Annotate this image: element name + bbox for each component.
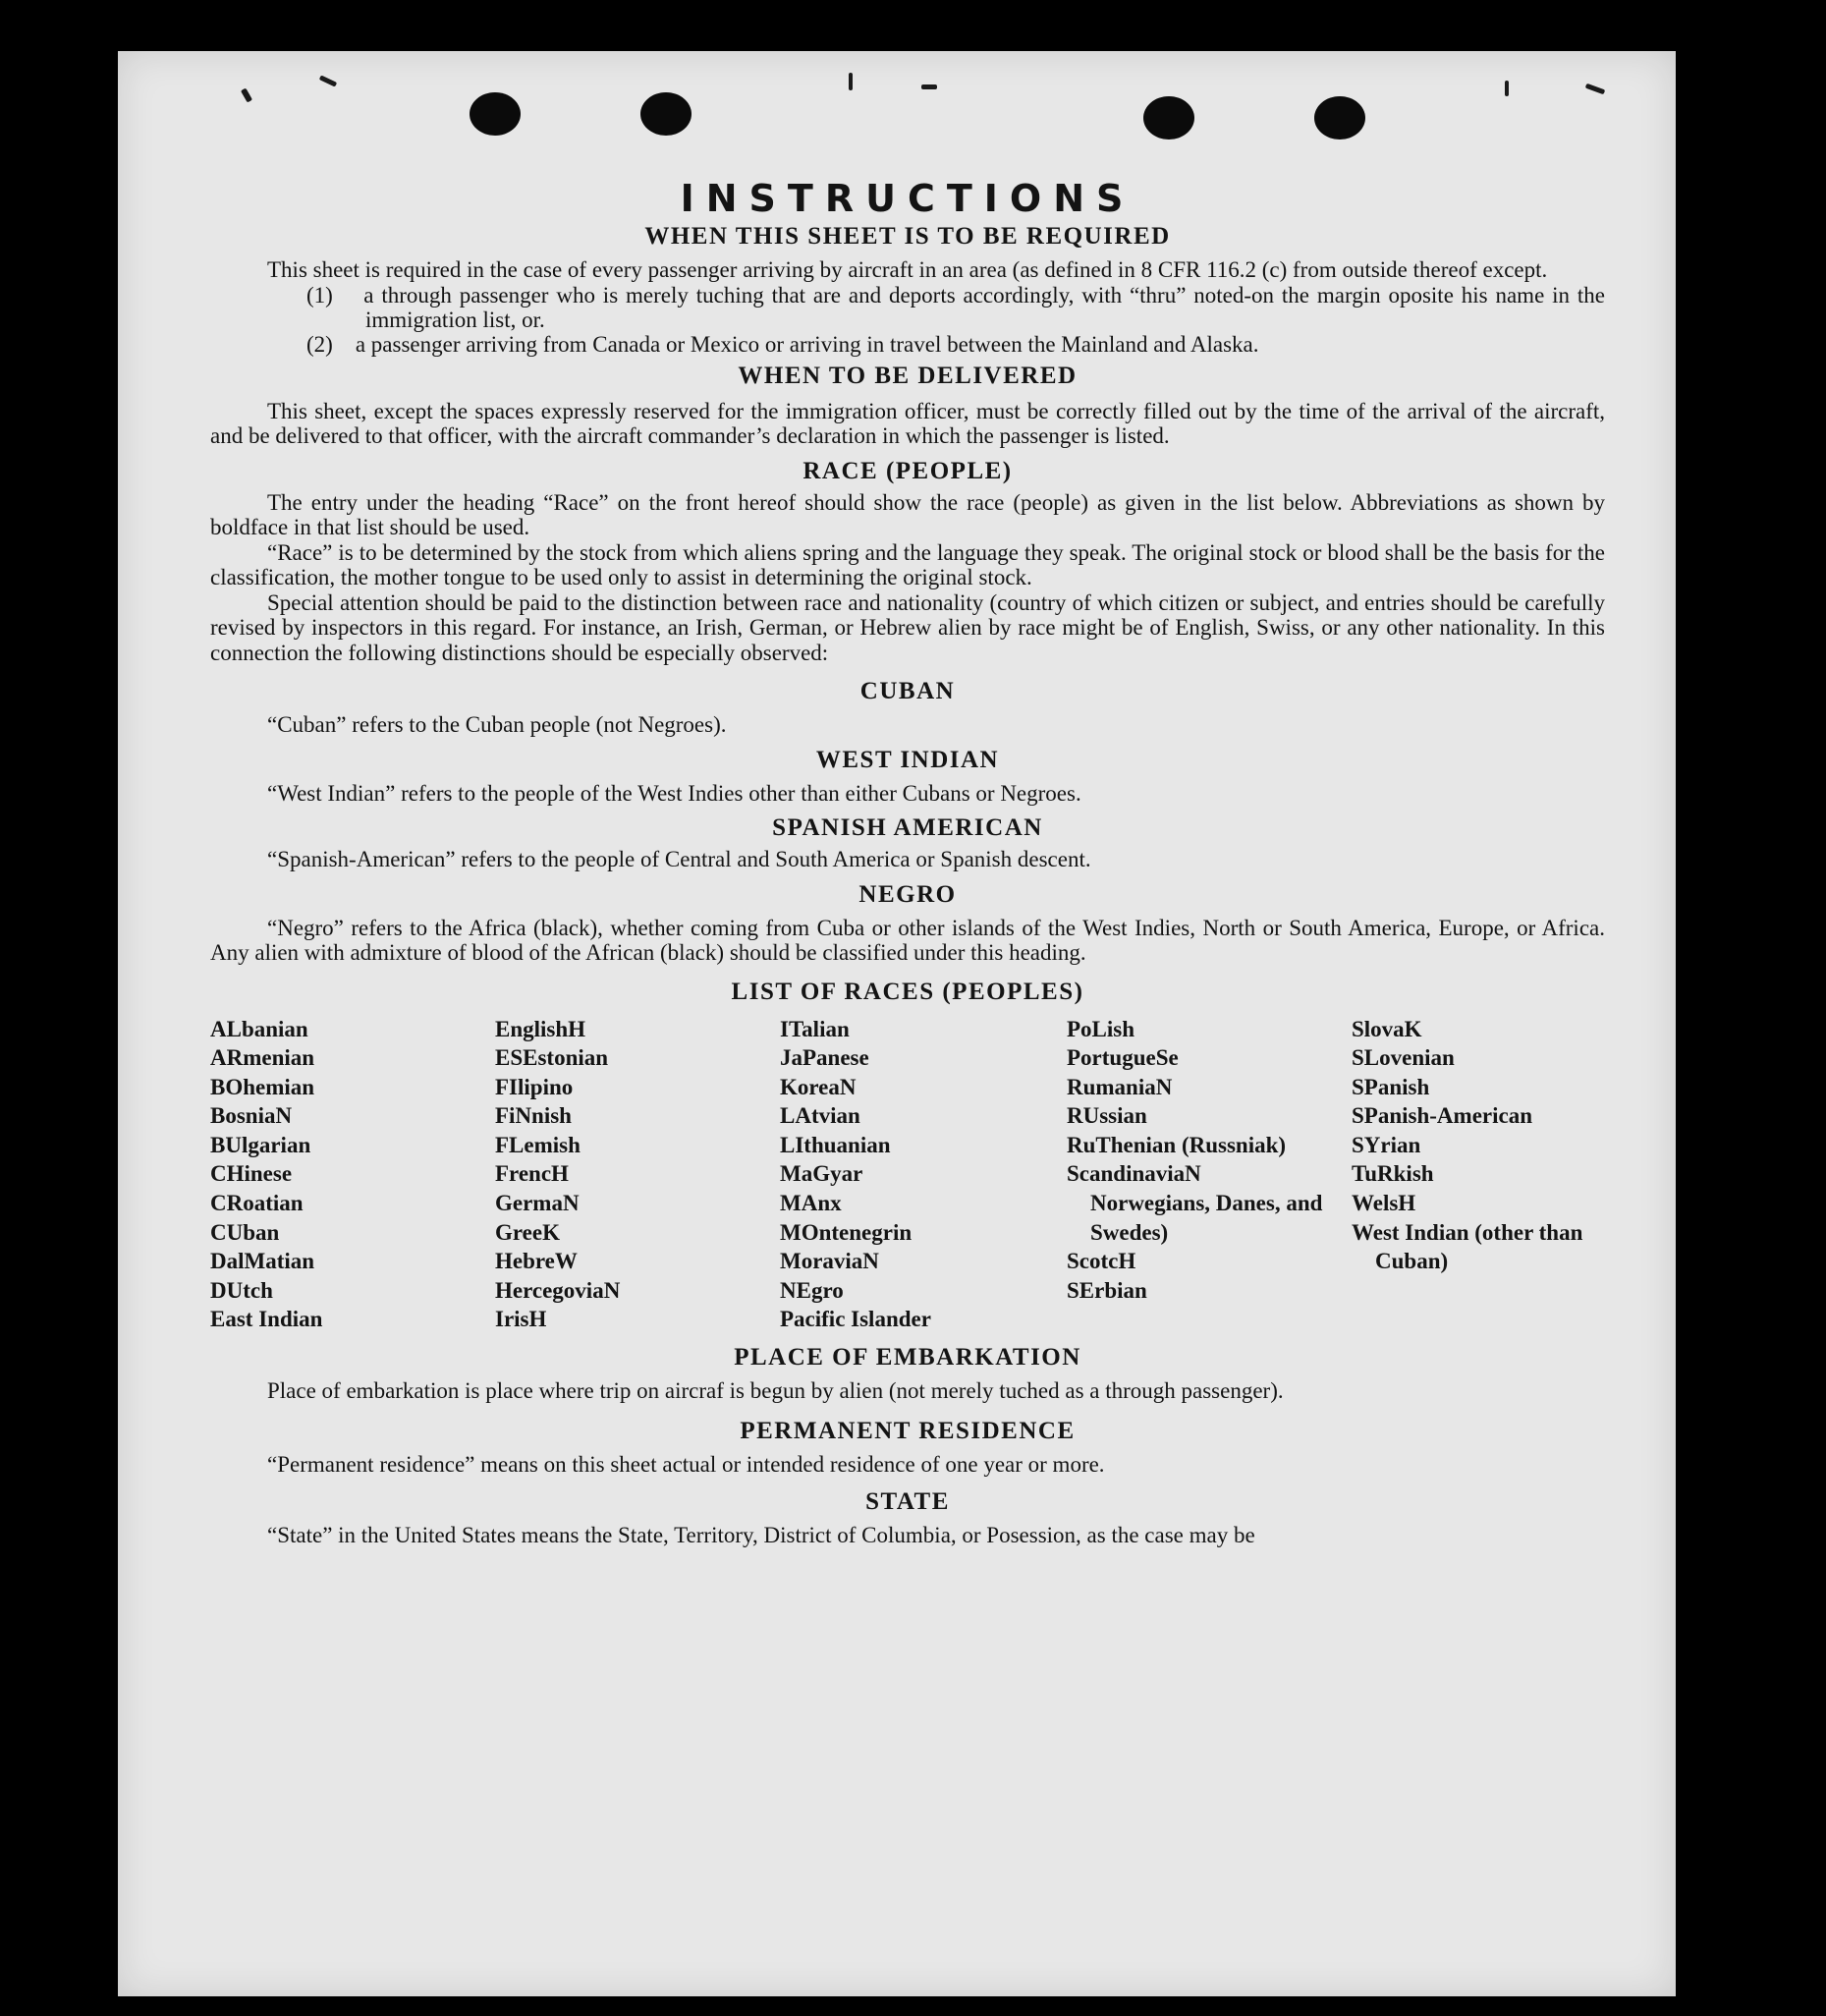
section-heading-negro: NEGRO (858, 880, 957, 908)
race-entry: RUssian (1067, 1103, 1147, 1129)
race-list (210, 1015, 1605, 1341)
race-column (210, 1015, 485, 1335)
binding-mark (1585, 84, 1606, 95)
race-entry: ESEstonian (495, 1045, 609, 1071)
race-entry: GermaN (495, 1191, 580, 1216)
race-entry: ITalian (780, 1016, 850, 1041)
race-entry: CUban (210, 1219, 280, 1245)
race-entry: SLovenian (1352, 1045, 1455, 1071)
west-indian-text: “West Indian” refers to the people of the West Indies other than either Cubans or Negroes. (267, 780, 1081, 806)
race-entry: DUtch (210, 1277, 273, 1303)
race-entry: East Indian (210, 1307, 323, 1332)
race-entry: SErbian (1067, 1277, 1147, 1303)
page-title: INSTRUCTIONS (680, 177, 1135, 220)
race-column (780, 1015, 1055, 1335)
spanish-american-text: “Spanish-American” refers to the people of Central and South America or Spanish descent. (267, 847, 1091, 871)
race-entry: PoLish (1067, 1016, 1135, 1041)
race-entry: ALbanian (210, 1016, 308, 1041)
race-entry: SlovaK (1352, 1016, 1422, 1041)
punch-hole (640, 92, 692, 136)
race-entry: ScandinaviaN Norwegians, Danes, and Swedes) (1067, 1161, 1323, 1245)
race-entry: MOntenegrin (780, 1219, 913, 1245)
when-required-intro: This sheet is required in the case of every passenger arriving by aircraft in an area (as defined in 8 CFR 116.2 (c) from outside thereof except. (267, 257, 1548, 282)
document-page (118, 51, 1676, 1996)
race-entry: SPanish (1352, 1074, 1430, 1099)
section-heading-list-of-races: LIST OF RACES (PEOPLES) (731, 978, 1084, 1005)
race-entry: DalMatian (210, 1249, 315, 1274)
race-entry: FrencH (495, 1161, 569, 1187)
race-entry: CHinese (210, 1161, 293, 1187)
permanent-residence-text: “Permanent residence” means on this sheet actual or intended residence of one year or more. (267, 1452, 1105, 1477)
instructions-body (210, 177, 1605, 1547)
binding-mark (849, 73, 853, 90)
race-entry: BOhemian (210, 1074, 315, 1099)
when-delivered-text: This sheet, except the spaces expressly reserved for the immigration officer, must be correctly filled out by the time of the arrival of the aircraft, and be delivered to that officer, with the aircraft commander’s declaration in which the passenger is listed. (210, 398, 1605, 448)
race-entry: ARmenian (210, 1045, 315, 1071)
exception-item: (1) a through passenger who is merely tuching that are and deports accordingly, with “thru” noted-on the margin oposite his name in the immigration list, or. (306, 282, 1606, 332)
race-entry: FIlipino (495, 1074, 574, 1099)
race-entry: KoreaN (780, 1074, 857, 1099)
punch-hole (470, 92, 521, 136)
race-entry: WelsH (1352, 1191, 1416, 1216)
race-entry: MoraviaN (780, 1249, 879, 1274)
race-entry: GreeK (495, 1219, 560, 1245)
negro-text: “Negro” refers to the Africa (black), whether coming from Cuba or other islands of the West Indies, North or South America, Europe, or Africa. Any alien with admixture of blood of the African (black) should be classified under this heading. (210, 915, 1605, 965)
embarkation-text: Place of embarkation is place where trip on aircraf is begun by alien (not merely tuched as a through passenger). (267, 1377, 1284, 1403)
race-entry: SPanish-American (1352, 1103, 1532, 1129)
section-heading-permanent-residence: PERMANENT RESIDENCE (740, 1418, 1076, 1444)
section-heading-west-indian: WEST INDIAN (815, 746, 1000, 773)
race-entry: LIthuanian (780, 1132, 891, 1157)
race-entry: BUlgarian (210, 1132, 311, 1157)
race-entry: CRoatian (210, 1191, 304, 1216)
binding-mark (1505, 81, 1509, 96)
binding-mark (921, 84, 937, 89)
race-entry: HercegoviaN (495, 1277, 621, 1303)
race-paragraph: Special attention should be paid to the distinction between race and nationality (country of which citizen or subject, and entries should be carefully revised by inspectors in this regard. For instance, an Irish, German, or Hebrew alien by race might be of English, Swiss, or any other nationality. In this connection the following distinctions should be especially observed: (210, 589, 1605, 665)
race-entry: JaPanese (780, 1045, 869, 1071)
binding-mark (241, 87, 252, 102)
race-entry: HebreW (495, 1249, 578, 1274)
race-entry: NEgro (780, 1277, 844, 1303)
section-heading-when-delivered: WHEN TO BE DELIVERED (738, 362, 1078, 389)
race-entry: MaGyar (780, 1161, 863, 1187)
punch-hole (1143, 96, 1194, 140)
race-entry: BosniaN (210, 1103, 293, 1129)
race-entry: SYrian (1352, 1132, 1421, 1157)
section-heading-cuban: CUBAN (859, 678, 956, 704)
race-entry: ScotcH (1067, 1249, 1136, 1274)
exception-item: (2) a passenger arriving from Canada or Mexico or arriving in travel between the Mainland and Alaska. (306, 331, 1259, 357)
section-heading-race: RACE (PEOPLE) (802, 457, 1013, 484)
race-entry: LAtvian (780, 1103, 860, 1129)
race-entry: RumaniaN (1067, 1074, 1173, 1099)
race-column (495, 1015, 770, 1335)
race-entry: EnglishH (495, 1016, 586, 1041)
section-heading-embarkation: PLACE OF EMBARKATION (734, 1343, 1081, 1371)
race-column (1067, 1015, 1324, 1306)
race-entry: FiNnish (495, 1103, 572, 1129)
section-heading-when-required: WHEN THIS SHEET IS TO BE REQUIRED (644, 223, 1171, 250)
race-entry: MAnx (780, 1191, 842, 1216)
section-heading-spanish-american: SPANISH AMERICAN (772, 814, 1043, 841)
cuban-text: “Cuban” refers to the Cuban people (not Negroes). (267, 712, 727, 737)
binding-mark (319, 75, 337, 86)
race-column (1352, 1015, 1605, 1276)
race-entry: FLemish (495, 1132, 581, 1157)
race-entry: TuRkish (1352, 1161, 1434, 1187)
race-paragraph: “Race” is to be determined by the stock from which aliens spring and the language they speak. The original stock or blood shall be the basis for the classification, the mother tongue to be used only to assist in determining the original stock. (210, 539, 1605, 589)
race-paragraph: The entry under the heading “Race” on the front hereof should show the race (people) as given in the list below. Abbreviations as shown by boldface in that list should be used. (210, 489, 1605, 539)
race-entry: IrisH (495, 1307, 547, 1332)
section-heading-state: STATE (865, 1487, 950, 1515)
race-entry: RuThenian (Russniak) (1067, 1132, 1287, 1157)
punch-hole (1314, 96, 1365, 140)
race-entry: Pacific Islander (780, 1307, 931, 1332)
race-entry: West Indian (other than Cuban) (1352, 1219, 1583, 1274)
race-entry: PortugueSe (1067, 1045, 1179, 1071)
state-text: “State” in the United States means the State, Territory, District of Columbia, or Posession, as the case may be (267, 1522, 1255, 1547)
